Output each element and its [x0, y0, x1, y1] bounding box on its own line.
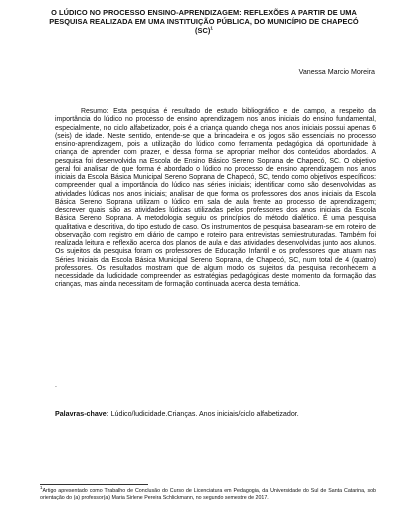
- abstract-text: Esta pesquisa é resultado de estudo bibliográfico e de campo, a respeito da importância do lúdico no processo de ensino aprendizagem nos anos iniciais do ensino fundamental, especialmente, no ciclo alfabetizador, pois é a criança quando chega nos anos iniciais possui apenas 6 (seis) de idade. Neste sentido, entende-se que a brincadeira e os jogos são essenciais no processo ensino-aprendizagem, pois a utilização do lúdico como ferramenta pedagógica dá oportunidade à criança de aprender com prazer, e dessa forma se apropriar melhor dos conteúdos abordados. A pesquisa foi desenvolvida na Escola de Ensino Básico Sereno Soprana de Chapecó, SC. O objetivo geral foi analisar de que forma é abordado o lúdico no processo de ensino aprendizagem nos anos iniciais da Escola Básica Municipal Sereno Soprana de Chapecó, SC, tendo como objetivos específicos: compreender qual a importância do lúdico nas séries iniciais; identificar como são desenvolvidas as atividades lúdicas nos anos iniciais; analisar de que forma os professores dos anos iniciais da Escola Básica Sereno Soprana utilizam o lúdico em sala de aula frente ao processo de aprendizagem; descrever quais são as atividades lúdicas utilizadas pelos professores dos anos iniciais da Escola Básica Sereno Soprana. A metodologia seguiu os princípios do método dialético. É uma pesquisa qualitativa e descritiva, do tipo estudo de caso. Os instrumentos de pesquisa basearam-se em roteiro de observação com registro em diário de campo e roteiro para entrevistas semiestruturadas. Também foi realizada leitura e reflexão acerca dos planos de aula e das atividades desenvolvidas junto aos alunos. Os sujeitos da pesquisa foram os professores de Educação Infantil e os professores que atuam nas Séries Iniciais da Escola Básica Municipal Sereno Soprana, de Chapecó, SC, num total de 4 (quatro) professores. Os resultados mostram que de algum modo os sujeitos da pesquisa reconhecem a necessidade da ludicidade compreender as estratégias pedagógicas deste momento da formação das crianças, mas ainda necessitam de formação continuada acerca desta temática.: [55, 108, 376, 289]
- title-footnote-marker: 1: [210, 25, 213, 31]
- abstract-label: Resumo:: [81, 108, 109, 115]
- author-name: Vanessa Marcio Moreira: [298, 68, 375, 76]
- footnote: [40, 485, 376, 501]
- keywords: [55, 410, 385, 419]
- keywords-text: : Lúdico/ludicidade.Crianças. Anos iniciais/ciclo alfabetizador.: [106, 410, 299, 418]
- paper-title-text: O LÚDICO NO PROCESSO ENSINO-APRENDIZAGEM: REFLEXÕES A PARTIR DE UMA PESQUISA REALIZADA EM UMA INSTITUIÇÃO PÚBLICA, DO MUNICÍPIO DE CHAPECÓ (SC): [49, 8, 359, 36]
- stray-dot: .: [55, 382, 57, 389]
- footnote-text: Artigo apresentado como Trabalho de Conclusão do Curso de Licenciatura em Pedagogia, da Universidade do Sul de Santa Catarina, sob orientação do (a) professor(a) Maria Sirlene Pereira Schlickmann, no segundo semestre de 2017.: [40, 488, 376, 501]
- footnote-separator: [40, 484, 148, 485]
- keywords-label: Palavras-chave: [55, 410, 107, 418]
- paper-title: [40, 8, 368, 36]
- footnote-marker: 1: [40, 485, 43, 491]
- abstract: [55, 108, 376, 290]
